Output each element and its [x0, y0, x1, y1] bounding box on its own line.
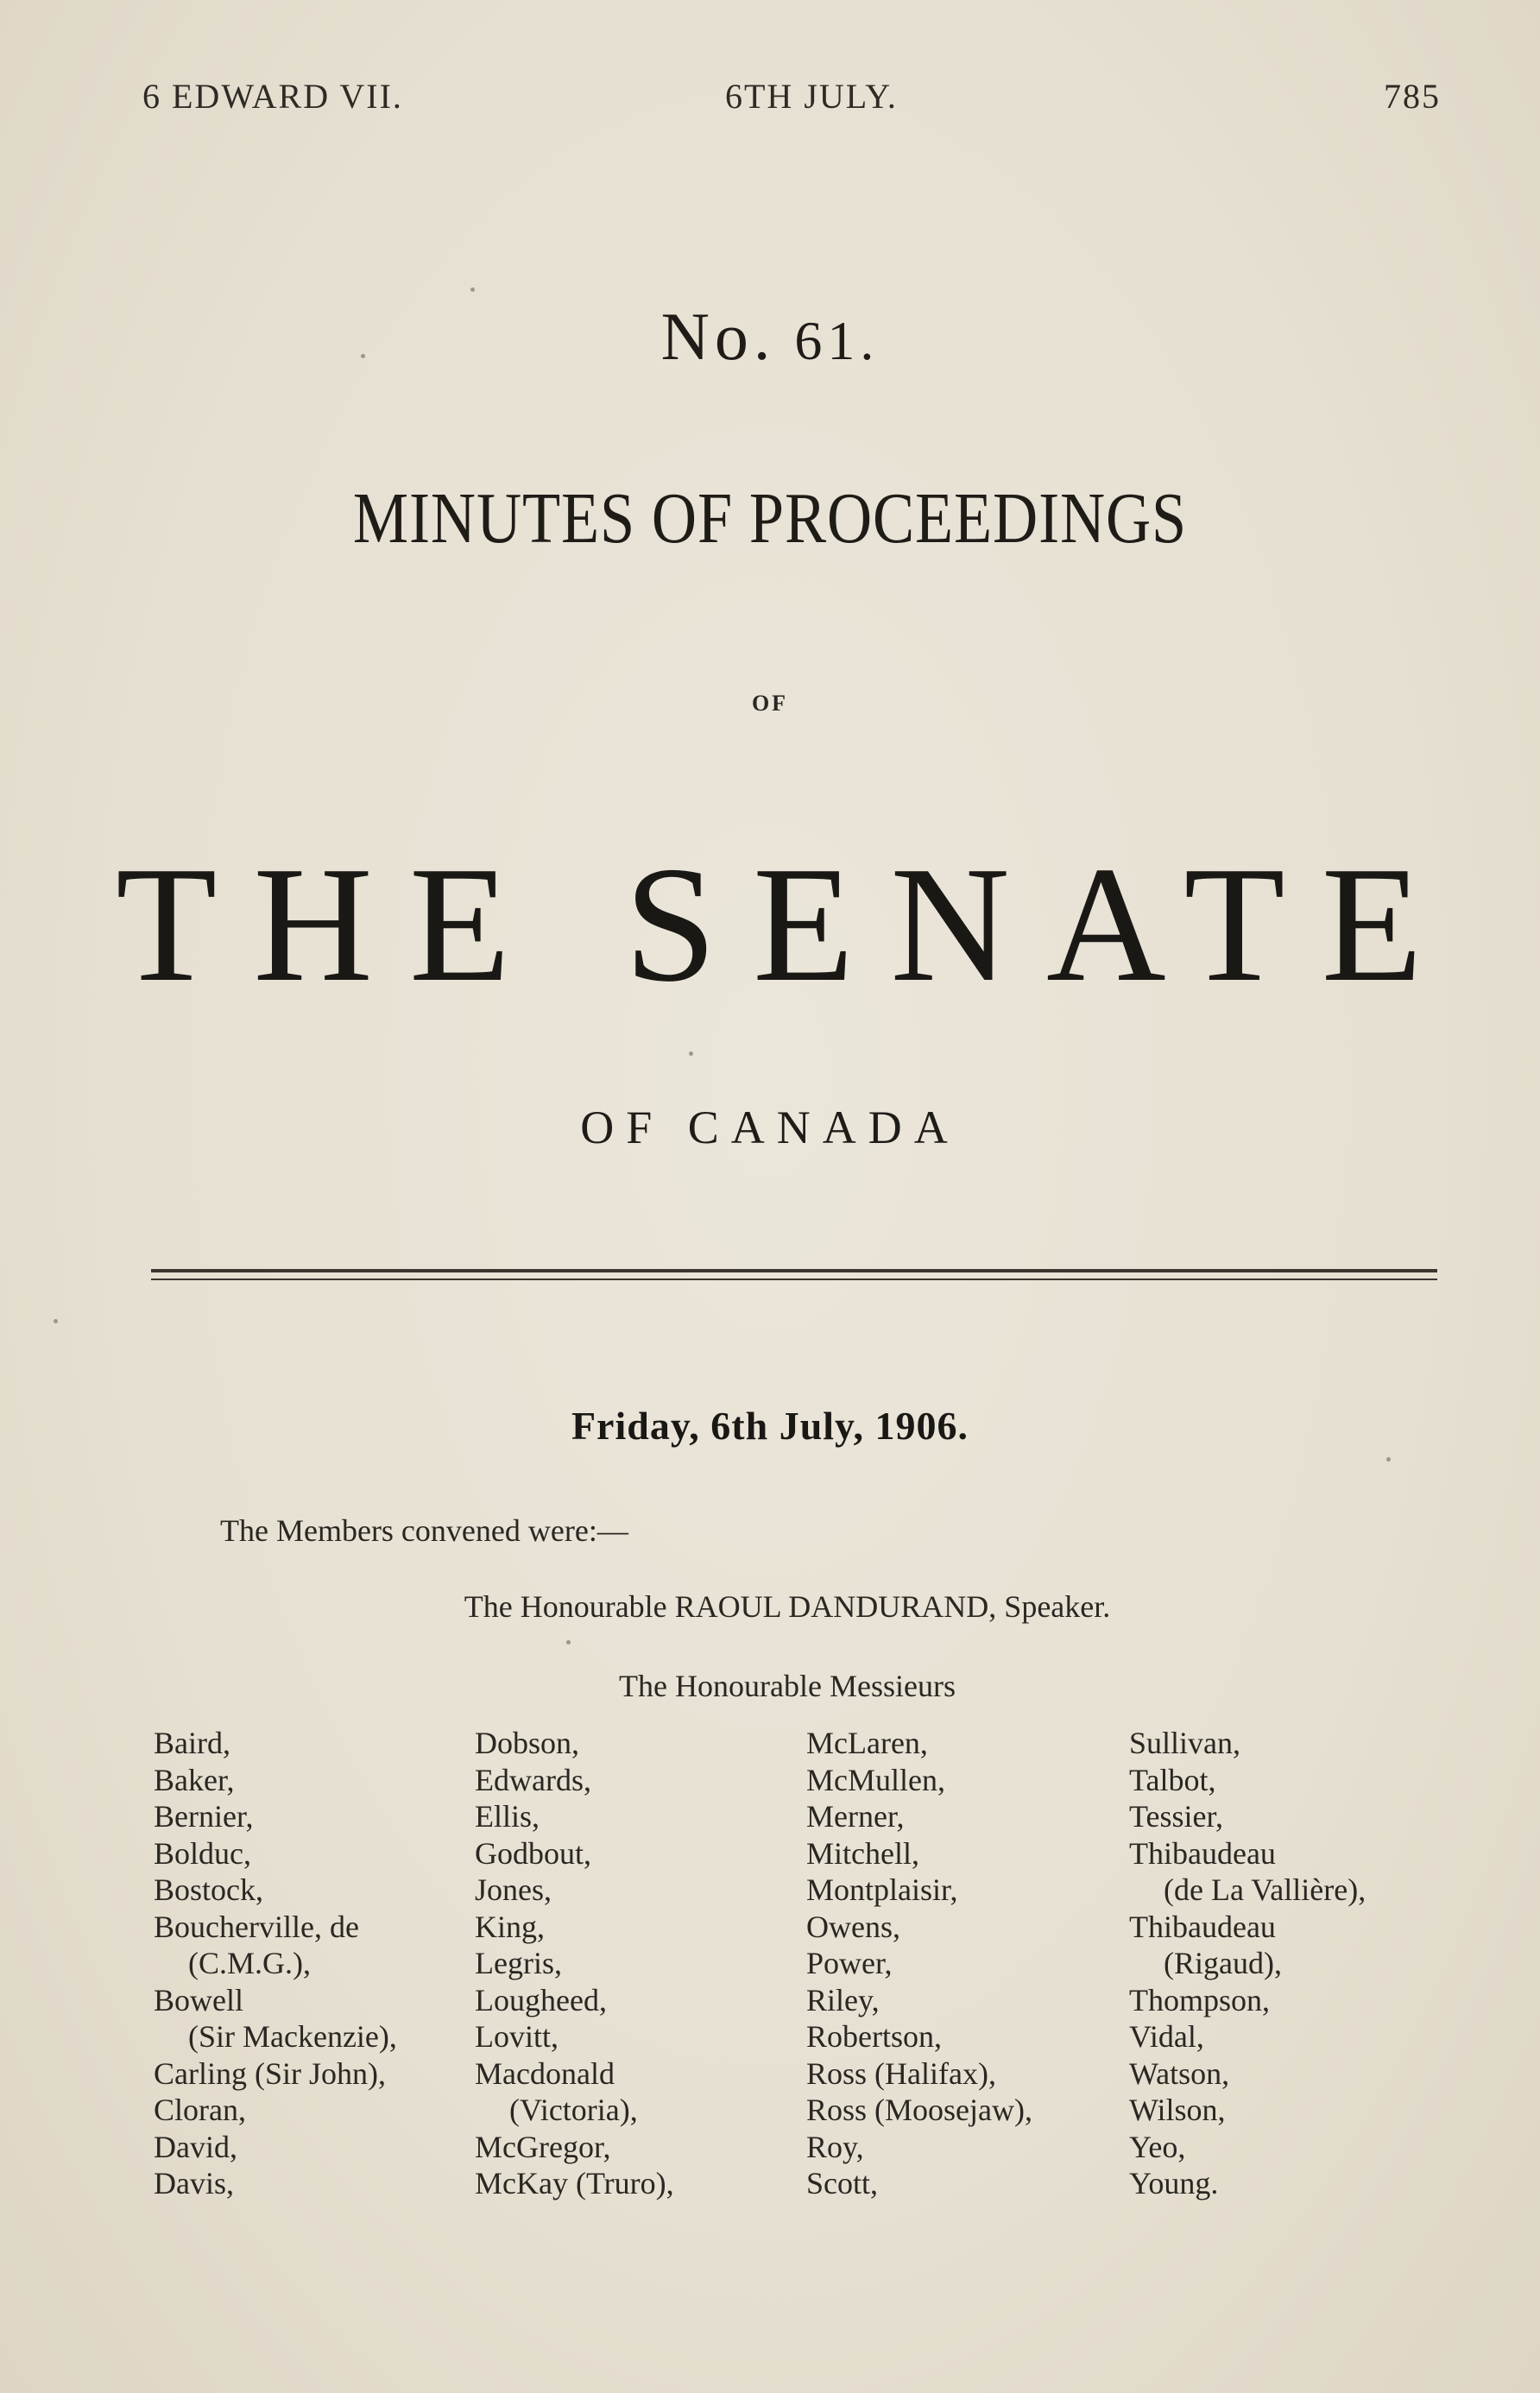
print-speck [470, 287, 475, 292]
member-name: Vidal, [1129, 2019, 1204, 2054]
member-name: McMullen, [806, 1762, 945, 1797]
member-name: Bowell [154, 1982, 243, 2017]
member-name: McGregor, [475, 2129, 611, 2164]
member-name: King, [475, 1909, 545, 1944]
print-speck [689, 1051, 693, 1056]
of-canada-subtitle: OF CANADA [580, 1102, 960, 1153]
member-name: Baird, [154, 1726, 230, 1760]
member-name: Edwards, [475, 1762, 591, 1797]
member-name: Power, [806, 1946, 893, 1980]
member-name: Merner, [806, 1799, 905, 1834]
page-number: 785 [1384, 77, 1441, 116]
number-prefix: No. [660, 299, 776, 374]
speaker-line: The Honourable RAOUL DANDURAND, Speaker. [464, 1589, 1111, 1624]
member-name: Tessier, [1129, 1799, 1224, 1834]
member-name: (Rigaud), [1164, 1946, 1282, 1980]
members-column-1 [154, 1725, 397, 2202]
member-name: Lougheed, [475, 1982, 607, 2017]
member-name: Baker, [154, 1762, 235, 1797]
member-name: Bostock, [154, 1872, 264, 1907]
minutes-number [0, 298, 1540, 376]
running-head-date: 6TH JULY. [725, 77, 898, 116]
member-name: Ross (Halifax), [806, 2055, 996, 2091]
messieurs-line: The Honourable Messieurs [619, 1669, 956, 1703]
print-speck [1386, 1457, 1391, 1462]
member-name: Thibaudeau [1129, 1835, 1276, 1871]
member-name: Watson, [1129, 2055, 1230, 2091]
member-name: McKay (Truro), [475, 2166, 674, 2200]
member-name: Talbot, [1129, 1762, 1216, 1797]
member-name: Bolduc, [154, 1835, 251, 1871]
members-column-4 [1129, 1725, 1366, 2202]
member-name: (C.M.G.), [188, 1946, 311, 1980]
member-name: Cloran, [154, 2093, 246, 2127]
member-name: Davis, [154, 2166, 234, 2200]
member-name: (Victoria), [509, 2093, 638, 2127]
member-name: Ellis, [475, 1799, 540, 1834]
of-connector: OF [751, 691, 789, 716]
running-head-left: 6 EDWARD VII. [142, 77, 403, 116]
member-name: Wilson, [1129, 2093, 1226, 2127]
members-column-3 [806, 1725, 1032, 2202]
member-name: Ross (Moosejaw), [806, 2093, 1032, 2127]
member-name: Thompson, [1129, 1982, 1271, 2017]
number-value: 61. [794, 310, 880, 371]
divider-rule-thick [151, 1269, 1437, 1272]
divider-rule-thin [151, 1279, 1437, 1280]
member-name: Macdonald [475, 2055, 615, 2091]
member-name: Riley, [806, 1982, 880, 2017]
print-speck [566, 1640, 571, 1645]
print-speck [54, 1319, 58, 1323]
senate-title: THE SENATE [116, 832, 1459, 1016]
member-name: Sullivan, [1129, 1726, 1241, 1760]
member-name: Robertson, [806, 2019, 942, 2054]
convened-line: The Members convened were:— [220, 1513, 628, 1548]
member-name: Carling (Sir John), [154, 2055, 386, 2091]
member-name: (de La Vallière), [1164, 1872, 1366, 1907]
member-name: Young. [1129, 2166, 1219, 2200]
member-name: Jones, [475, 1872, 552, 1907]
member-name: Boucherville, de [154, 1909, 359, 1944]
page-title: MINUTES OF PROCEEDINGS [352, 478, 1188, 559]
member-name: Godbout, [475, 1835, 591, 1871]
print-speck [361, 354, 365, 358]
member-name: David, [154, 2129, 237, 2164]
member-name: Owens, [806, 1909, 900, 1944]
member-name: Yeo, [1129, 2129, 1186, 2164]
member-name: Montplaisir, [806, 1872, 958, 1907]
member-name: Lovitt, [475, 2019, 559, 2054]
member-name: Bernier, [154, 1799, 254, 1834]
member-name: Thibaudeau [1129, 1909, 1276, 1944]
members-column-2 [475, 1725, 674, 2202]
member-name: Dobson, [475, 1726, 580, 1760]
member-name: McLaren, [806, 1726, 928, 1760]
member-name: Scott, [806, 2166, 879, 2200]
member-name: Legris, [475, 1946, 562, 1980]
date-heading: Friday, 6th July, 1906. [571, 1404, 969, 1448]
member-name: Roy, [806, 2129, 864, 2164]
member-name: Mitchell, [806, 1835, 919, 1871]
member-name: (Sir Mackenzie), [188, 2019, 397, 2054]
